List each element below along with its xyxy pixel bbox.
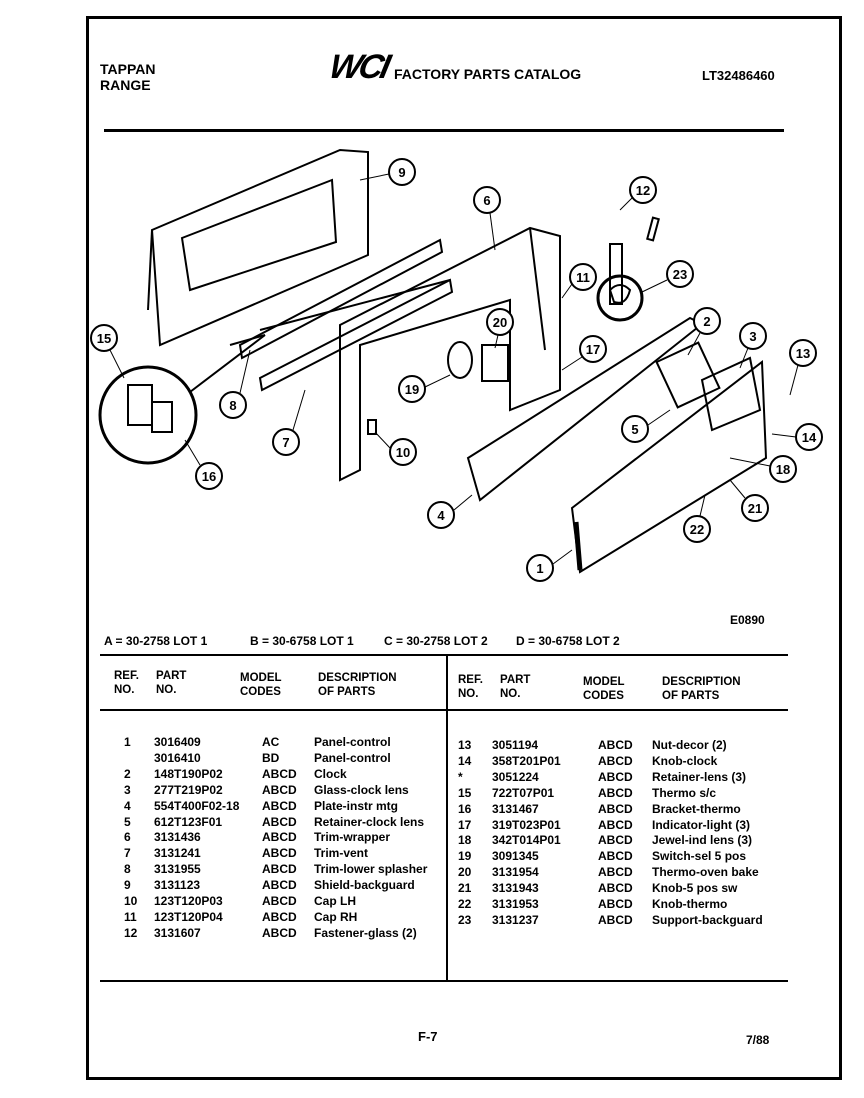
svg-text:14: 14 [801, 430, 817, 445]
svg-text:16: 16 [201, 469, 217, 484]
cell-ref: * [458, 769, 463, 784]
cell-model: ABCD [598, 865, 633, 880]
left-header-desc: DESCRIPTION OF PARTS [318, 672, 397, 698]
cell-model: ABCD [262, 862, 297, 877]
lot-b: B = 30-6758 LOT 1 [250, 634, 354, 648]
left-header-part: PART NO. [156, 670, 187, 696]
cell-part: 358T201P01 [492, 753, 561, 768]
cell-ref: 13 [458, 738, 472, 752]
cell-part: 3131467 [492, 801, 539, 816]
cell-model: ABCD [598, 912, 633, 927]
cell-desc: Bracket-thermo [652, 801, 741, 816]
cell-ref: 22 [458, 897, 472, 911]
cell-model: ABCD [262, 814, 297, 829]
left-header-ref: REF. NO. [114, 670, 139, 696]
panel-control-shape [572, 362, 766, 572]
cell-model: ABCD [598, 753, 633, 768]
cell-model: ABCD [262, 846, 297, 861]
svg-text:18: 18 [775, 462, 791, 477]
svg-text:4: 4 [437, 508, 445, 523]
cell-desc: Knob-clock [652, 753, 718, 768]
cell-desc: Plate-instr mtg [314, 798, 399, 813]
diagram-code: E0890 [730, 613, 765, 627]
right-header-part: PART NO. [500, 674, 531, 700]
right-header-ref: REF. NO. [458, 674, 483, 700]
cell-model: ABCD [598, 849, 633, 864]
svg-text:20: 20 [492, 315, 508, 330]
cell-desc: Glass-clock lens [314, 782, 409, 797]
callout-19 [399, 375, 450, 402]
svg-text:2: 2 [703, 314, 711, 329]
cell-desc: Knob-5 pos sw [652, 881, 738, 896]
cell-desc: Shield-backguard [314, 878, 415, 893]
cell-ref: 15 [458, 785, 472, 800]
cell-desc: Indicator-light (3) [652, 817, 750, 832]
cell-part: 722T07P01 [492, 785, 555, 800]
cell-ref: 11 [124, 909, 137, 924]
cell-part: 3131607 [154, 925, 201, 940]
cell-model: ABCD [598, 769, 633, 784]
brand-line-1: TAPPAN [100, 61, 156, 77]
wci-logo: WCI [325, 48, 392, 86]
cell-part: 3131436 [154, 830, 201, 845]
callout-12 [620, 177, 656, 210]
cell-model: ABCD [262, 894, 297, 908]
svg-text:11: 11 [576, 270, 590, 285]
cell-part: 3131943 [492, 881, 539, 896]
cell-part: 342T014P01 [492, 833, 561, 848]
svg-text:1: 1 [536, 561, 544, 576]
cell-ref: 12 [124, 925, 138, 940]
model-number: LT32486460 [702, 68, 775, 83]
cell-desc: Support-backguard [652, 912, 763, 927]
lot-c: C = 30-2758 LOT 2 [384, 634, 488, 648]
cell-model: ABCD [262, 766, 297, 781]
left-header-model: MODEL CODES [240, 672, 282, 698]
cell-ref: 3 [124, 782, 131, 797]
support-detail-circle [598, 276, 642, 320]
cell-part: 3131954 [492, 865, 539, 880]
svg-text:9: 9 [398, 165, 406, 180]
cell-desc: Thermo s/c [652, 785, 717, 800]
page-number: F-7 [418, 1029, 438, 1044]
cell-ref: 16 [458, 801, 472, 816]
cell-model: ABCD [262, 830, 297, 845]
cell-part: 3091345 [492, 849, 539, 864]
callout-11 [562, 264, 596, 298]
callout-10 [375, 432, 416, 465]
cell-part: 3051224 [492, 769, 539, 784]
callout-17 [562, 336, 606, 370]
cell-part: 3131953 [492, 897, 539, 911]
svg-text:6: 6 [483, 193, 491, 208]
cell-desc: Retainer-lens (3) [652, 769, 747, 784]
print-date: 7/88 [746, 1033, 770, 1047]
cell-ref: 5 [124, 814, 131, 829]
svg-text:23: 23 [672, 267, 688, 282]
cell-part: 554T400F02-18 [154, 798, 240, 813]
cell-part: 3131237 [492, 912, 539, 927]
cell-part: 3131241 [154, 846, 201, 861]
cell-part: 148T190P02 [154, 766, 223, 781]
cell-ref: 6 [124, 830, 131, 845]
callout-7 [273, 390, 305, 455]
cell-part: 123T120P03 [154, 894, 223, 908]
cell-ref: 7 [124, 846, 131, 861]
svg-text:10: 10 [395, 445, 411, 460]
callout-23 [642, 261, 693, 292]
lot-d: D = 30-6758 LOT 2 [516, 634, 620, 648]
svg-text:15: 15 [96, 331, 112, 346]
callout-4 [428, 495, 472, 528]
svg-text:21: 21 [747, 501, 763, 516]
cell-ref: 17 [458, 817, 472, 832]
cell-desc: Thermo-oven bake [652, 865, 759, 880]
table-bottom-rule [100, 980, 788, 982]
cell-desc: Panel-control [314, 735, 391, 749]
cell-model: ABCD [262, 909, 297, 924]
cell-desc: Trim-vent [314, 846, 369, 861]
svg-text:17: 17 [585, 342, 601, 357]
cell-ref: 8 [124, 862, 131, 877]
cell-model: BD [262, 750, 280, 765]
header-divider [104, 129, 784, 132]
cell-part: 3131123 [154, 878, 201, 893]
svg-text:8: 8 [229, 398, 237, 413]
cell-model: ABCD [598, 738, 633, 752]
cell-part: 123T120P04 [154, 909, 223, 924]
cell-desc: Fastener-glass (2) [314, 925, 417, 940]
svg-text:22: 22 [689, 522, 705, 537]
cell-ref: 1 [124, 735, 131, 749]
cell-desc: Cap LH [314, 894, 356, 908]
svg-text:5: 5 [631, 422, 639, 437]
cell-desc: Switch-sel 5 pos [652, 849, 747, 864]
brand-line-2: RANGE [100, 77, 151, 93]
cell-desc: Nut-decor (2) [652, 738, 727, 752]
cell-desc: Panel-control [314, 750, 391, 765]
cell-part: 3016410 [154, 750, 201, 765]
catalog-title: FACTORY PARTS CATALOG [394, 66, 582, 82]
cell-model: ABCD [598, 817, 633, 832]
table-column-divider [446, 655, 448, 981]
cell-ref: 23 [458, 912, 472, 927]
cell-ref: 18 [458, 833, 472, 848]
cell-ref: 2 [124, 766, 131, 781]
cell-desc: Clock [314, 766, 347, 781]
cell-desc: Cap RH [314, 909, 358, 924]
callout-15 [91, 325, 124, 378]
callout-8 [220, 350, 250, 418]
callout-16 [185, 440, 222, 489]
cell-ref: 4 [124, 798, 131, 813]
cell-part: 277T219P02 [154, 782, 223, 797]
callout-6 [474, 187, 500, 250]
thermo-detail-circle [100, 367, 196, 463]
cell-ref: 10 [124, 894, 138, 908]
svg-text:13: 13 [795, 346, 811, 361]
trim-wrapper-shape [340, 228, 560, 480]
cell-model: ABCD [262, 798, 297, 813]
cell-model: ABCD [598, 897, 633, 911]
cell-desc: Trim-wrapper [314, 830, 391, 845]
cell-desc: Knob-thermo [652, 897, 728, 911]
svg-text:7: 7 [282, 435, 290, 450]
cell-ref: 21 [458, 881, 472, 896]
cell-ref: 20 [458, 865, 472, 880]
cell-model: ABCD [262, 925, 297, 940]
cell-model: ABCD [598, 801, 633, 816]
cell-model: ABCD [598, 785, 633, 800]
table-top-rule [100, 654, 788, 656]
cell-part: 3051194 [492, 738, 539, 752]
cell-model: ABCD [262, 878, 297, 893]
cell-ref: 19 [458, 849, 472, 864]
cell-model: ABCD [598, 833, 633, 848]
svg-text:19: 19 [404, 382, 420, 397]
cell-part: 3131955 [154, 862, 201, 877]
table-header-rule [100, 709, 788, 711]
exploded-parts-diagram [90, 140, 817, 620]
cell-part: 612T123F01 [154, 814, 223, 829]
callout-22 [684, 495, 710, 542]
svg-text:12: 12 [635, 183, 651, 198]
cell-ref: 14 [458, 753, 472, 768]
cell-part: 319T023P01 [492, 817, 561, 832]
right-header-model: MODEL CODES [583, 676, 625, 702]
cell-desc: Trim-lower splasher [314, 862, 428, 877]
lot-a: A = 30-2758 LOT 1 [104, 634, 208, 648]
svg-text:3: 3 [749, 329, 757, 344]
cell-model: ABCD [598, 881, 633, 896]
callout-1 [527, 550, 572, 581]
right-header-desc: DESCRIPTION OF PARTS [662, 676, 741, 702]
cell-model: ABCD [262, 782, 297, 797]
cell-model: AC [262, 735, 280, 749]
cell-part: 3016409 [154, 735, 201, 749]
cell-ref: 9 [124, 878, 131, 893]
cell-desc: Jewel-ind lens (3) [652, 833, 753, 848]
cell-desc: Retainer-clock lens [314, 814, 425, 829]
callout-21 [730, 480, 768, 521]
